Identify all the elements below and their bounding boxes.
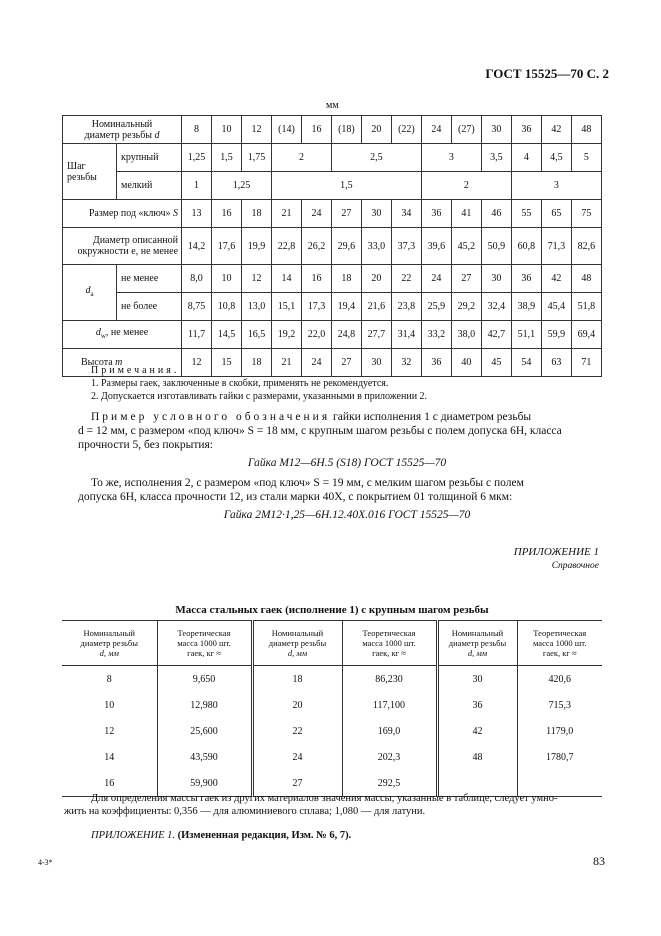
- cell: 26,2: [301, 228, 331, 265]
- cell: 10: [212, 265, 242, 293]
- min-label: не менее: [117, 265, 182, 293]
- cell: 37,3: [391, 228, 421, 265]
- example-text-4: То же, исполнения 2, с размером «под ключ» S = 19 мм, с мелким шагом резьбы с полем: [91, 477, 524, 489]
- cell: 9,650: [157, 666, 252, 693]
- cell: 20: [361, 116, 391, 144]
- row-da-max: [63, 293, 602, 321]
- cell: 12: [182, 349, 212, 377]
- cell: 27: [331, 200, 361, 228]
- cell: 16,5: [241, 321, 271, 349]
- cell: 1: [182, 172, 212, 200]
- cell: 42: [437, 718, 517, 744]
- cell: 1,25: [212, 172, 272, 200]
- cell: 2: [271, 144, 331, 172]
- coefficient-line-1: Для определения массы гаек из других материалов значения массы, указанные в таблице, следует умно-: [91, 793, 558, 804]
- cell: 27: [252, 770, 342, 797]
- cell: 10: [212, 116, 242, 144]
- cell: 71: [571, 349, 601, 377]
- cell: 1780,7: [517, 744, 602, 770]
- coefficient-paragraph: [64, 792, 603, 818]
- cell: 202,3: [342, 744, 437, 770]
- fine-label: мелкий: [117, 172, 182, 200]
- cell: 25,9: [421, 293, 451, 321]
- cell: (18): [331, 116, 361, 144]
- cell: (22): [391, 116, 421, 144]
- footer-mark: 4-3*: [38, 858, 53, 867]
- wrench-size-label: Размер под «ключ» S: [63, 200, 182, 228]
- cell: 3: [511, 172, 601, 200]
- cell: 45,4: [541, 293, 571, 321]
- cell: 50,9: [481, 228, 511, 265]
- example-text-5: допуска 6Н, класса прочности 12, из стали марки 40Х, с покрытием 01 толщиной 6 мкм:: [78, 491, 513, 503]
- cell: 22: [252, 718, 342, 744]
- cell: 1179,0: [517, 718, 602, 744]
- cell: 16: [212, 200, 242, 228]
- cell: 30: [481, 265, 511, 293]
- cell: 15: [212, 349, 242, 377]
- cell: 19,4: [331, 293, 361, 321]
- cell: 2: [421, 172, 511, 200]
- row-coarse-pitch: [63, 144, 602, 172]
- table-row: [62, 666, 602, 693]
- cell: 8,75: [182, 293, 212, 321]
- cell: 30: [361, 349, 391, 377]
- designation-2: Гайка 2М12·1,25—6Н.12.40Х.016 ГОСТ 15525—70: [223, 509, 471, 521]
- cell: 12: [241, 116, 271, 144]
- pitch-label: Шаг резьбы: [63, 144, 117, 200]
- cell: 5: [571, 144, 601, 172]
- cell: 29,2: [451, 293, 481, 321]
- header-diameter: Номинальный диаметр резьбы d, мм: [437, 621, 517, 666]
- note-1: 1. Размеры гаек, заключенные в скобки, применять не рекомендуется.: [91, 378, 389, 389]
- cell: 12: [104, 725, 115, 737]
- notes-title: Примечания.: [91, 365, 180, 376]
- cell: 32,4: [481, 293, 511, 321]
- table-row: [62, 718, 602, 744]
- cell: 25,600: [157, 718, 252, 744]
- cell: 18: [241, 349, 271, 377]
- cell: 2,5: [331, 144, 421, 172]
- cell: 19,2: [271, 321, 301, 349]
- cell: 36: [511, 265, 541, 293]
- cell: 12: [241, 265, 271, 293]
- row-nominal-diameter: [63, 116, 602, 144]
- cell: 24: [421, 116, 451, 144]
- cell: 34: [391, 200, 421, 228]
- cell: 18: [241, 200, 271, 228]
- cell: 169,0: [342, 718, 437, 744]
- cell: 16: [301, 116, 331, 144]
- circumscribed-diameter-label: Диаметр описанной окружности e, не менее: [63, 228, 182, 265]
- cell: (14): [271, 116, 301, 144]
- nominal-diameter-label: Номинальный диаметр резьбы d: [63, 116, 182, 144]
- cell: 33,2: [421, 321, 451, 349]
- cell: 13: [182, 200, 212, 228]
- appendix-title: ПРИЛОЖЕНИЕ 1: [513, 546, 599, 558]
- cell: 82,6: [571, 228, 601, 265]
- example-text-2: d = 12 мм, с размером «под ключ» S = 18 мм, с крупным шагом резьбы с полем допуска 6Н, класса: [78, 425, 562, 437]
- header-mass: Теоретическая масса 1000 шт. гаек, кг ≈: [517, 621, 602, 666]
- cell: 24,8: [331, 321, 361, 349]
- cell: 51,1: [511, 321, 541, 349]
- header-diameter: Номинальный диаметр резьбы d, мм: [62, 621, 157, 666]
- dimensions-table: [62, 115, 602, 377]
- example-paragraph: [78, 410, 603, 522]
- cell: 1,5: [271, 172, 421, 200]
- cell: 60,8: [511, 228, 541, 265]
- cell: 15,1: [271, 293, 301, 321]
- cell: 30: [481, 116, 511, 144]
- cell: 1,75: [241, 144, 271, 172]
- page-number: 83: [593, 854, 605, 868]
- cell: 3,5: [481, 144, 511, 172]
- cell: 22,8: [271, 228, 301, 265]
- change-note: [91, 829, 603, 843]
- cell: 63: [541, 349, 571, 377]
- cell: 65: [541, 200, 571, 228]
- cell: 22: [391, 265, 421, 293]
- cell: 42,7: [481, 321, 511, 349]
- cell: 14: [271, 265, 301, 293]
- cell: 33,0: [361, 228, 391, 265]
- change-note-appendix: ПРИЛОЖЕНИЕ 1.: [91, 830, 175, 841]
- cell: 45,2: [451, 228, 481, 265]
- cell: 38,9: [511, 293, 541, 321]
- cell: 715,3: [517, 692, 602, 718]
- table-row: [62, 744, 602, 770]
- cell: 14,2: [182, 228, 212, 265]
- cell: 54: [511, 349, 541, 377]
- unit-label: мм: [326, 100, 339, 111]
- coefficient-line-2: жить на коэффициенты: 0,356 — для алюминиевого сплава; 1,080 — для латуни.: [64, 806, 426, 817]
- mass-table-header: [62, 621, 602, 666]
- cell: 59,9: [541, 321, 571, 349]
- cell: 36: [437, 692, 517, 718]
- change-note-text: (Измененная редакция, Изм. № 6, 7).: [175, 830, 352, 841]
- row-da-min: [63, 265, 602, 293]
- cell: 42: [541, 116, 571, 144]
- height-label: Высота m: [63, 349, 182, 377]
- appendix-heading: [514, 545, 599, 573]
- cell: 24: [252, 744, 342, 770]
- cell: 10,8: [212, 293, 242, 321]
- max-label: не более: [117, 293, 182, 321]
- cell: 29,6: [331, 228, 361, 265]
- mass-table-title: Масса стальных гаек (исполнение 1) с крупным шагом резьбы: [175, 604, 489, 616]
- da-label: $d_a$: [63, 265, 117, 321]
- cell: 13,0: [241, 293, 271, 321]
- cell: 14: [104, 751, 115, 763]
- cell: 48: [571, 265, 601, 293]
- row-wrench-size: [63, 200, 602, 228]
- cell: 30: [361, 200, 391, 228]
- cell: 32: [391, 349, 421, 377]
- mass-table: [62, 620, 602, 797]
- cell: 69,4: [571, 321, 601, 349]
- cell: 27: [331, 349, 361, 377]
- cell: 1,5: [212, 144, 242, 172]
- cell: 31,4: [391, 321, 421, 349]
- cell: 16: [62, 770, 157, 797]
- cell: 14,5: [212, 321, 242, 349]
- cell: 86,230: [342, 666, 437, 693]
- cell: 36: [511, 116, 541, 144]
- cell: 43,590: [157, 744, 252, 770]
- header-mass: Теоретическая масса 1000 шт. гаек, кг ≈: [157, 621, 252, 666]
- cell: 39,6: [421, 228, 451, 265]
- cell: 8: [106, 673, 112, 685]
- cell: 20: [361, 265, 391, 293]
- cell: 420,6: [517, 666, 602, 693]
- cell: 21: [271, 200, 301, 228]
- cell: 16: [301, 265, 331, 293]
- cell: 19,9: [241, 228, 271, 265]
- dw-label: $d_w$, не менее: [63, 321, 182, 349]
- header-mass: Теоретическая масса 1000 шт. гаек, кг ≈: [342, 621, 437, 666]
- cell: 21: [271, 349, 301, 377]
- cell: 24: [301, 200, 331, 228]
- cell: 292,5: [342, 770, 437, 797]
- example-text-3: прочности 5, без покрытия:: [78, 439, 213, 451]
- example-lead: Пример условного обозначения: [91, 411, 331, 423]
- note-2: 2. Допускается изготавливать гайки с размерами, указанными в приложении 2.: [91, 391, 428, 402]
- cell: 24: [421, 265, 451, 293]
- appendix-subtitle: Справочное: [551, 561, 599, 571]
- row-fine-pitch: [63, 172, 602, 200]
- cell: 117,100: [342, 692, 437, 718]
- cell: 48: [571, 116, 601, 144]
- cell: 8: [182, 116, 212, 144]
- cell: 38,0: [451, 321, 481, 349]
- cell: 27,7: [361, 321, 391, 349]
- cell: 21,6: [361, 293, 391, 321]
- header-diameter: Номинальный диаметр резьбы d, мм: [252, 621, 342, 666]
- cell: 20: [252, 692, 342, 718]
- cell: 45: [481, 349, 511, 377]
- cell: 10: [104, 699, 115, 711]
- cell: 46: [481, 200, 511, 228]
- cell: 18: [331, 265, 361, 293]
- cell: 71,3: [541, 228, 571, 265]
- cell: 4: [511, 144, 541, 172]
- designation-1: Гайка М12—6Н.5 (S18) ГОСТ 15525—70: [247, 457, 447, 469]
- row-circumscribed-diameter: [63, 228, 602, 265]
- cell: 55: [511, 200, 541, 228]
- cell: 42: [541, 265, 571, 293]
- cell: 17,6: [212, 228, 242, 265]
- cell: 36: [421, 200, 451, 228]
- cell: 59,900: [157, 770, 252, 797]
- coarse-label: крупный: [117, 144, 182, 172]
- table-row: [62, 692, 602, 718]
- cell: (27): [451, 116, 481, 144]
- cell: 12,980: [157, 692, 252, 718]
- cell: 23,8: [391, 293, 421, 321]
- cell: 22,0: [301, 321, 331, 349]
- cell: 27: [451, 265, 481, 293]
- cell: 8,0: [182, 265, 212, 293]
- example-text-1: гайки исполнения 1 с диаметром резьбы: [330, 411, 532, 423]
- cell: 3: [421, 144, 481, 172]
- cell: 41: [451, 200, 481, 228]
- cell: 24: [301, 349, 331, 377]
- page-header: ГОСТ 15525—70 С. 2: [485, 66, 609, 81]
- cell: 1,25: [182, 144, 212, 172]
- cell: 48: [437, 744, 517, 770]
- notes-block: [91, 364, 427, 403]
- cell: 4,5: [541, 144, 571, 172]
- cell: 11,7: [182, 321, 212, 349]
- cell: 30: [437, 666, 517, 693]
- cell: 75: [571, 200, 601, 228]
- cell: 17,3: [301, 293, 331, 321]
- cell: 36: [421, 349, 451, 377]
- cell: 40: [451, 349, 481, 377]
- cell: 51,8: [571, 293, 601, 321]
- cell: 18: [252, 666, 342, 693]
- row-dw: [63, 321, 602, 349]
